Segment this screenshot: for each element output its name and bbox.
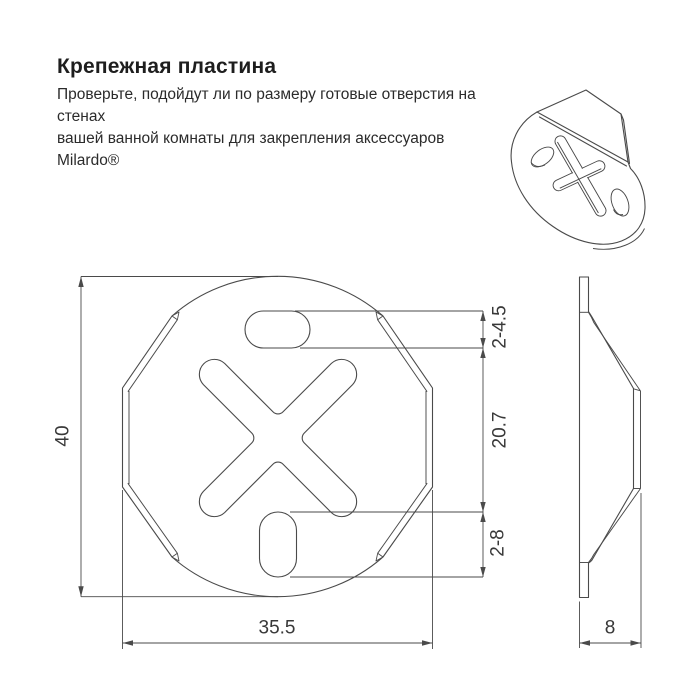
isometric-view (511, 90, 645, 249)
width-dimension-label: 35.5 (258, 617, 296, 639)
side-profile (580, 277, 589, 598)
top-slot-dimension-label: 2-4.5 (489, 305, 511, 349)
front-view (123, 276, 433, 596)
page-title: Крепежная пластина (57, 55, 277, 78)
width-dimension (123, 490, 433, 649)
slot-spacing-dimension-label: 20.7 (489, 411, 511, 449)
x-slot-cutout (199, 359, 356, 516)
height-dimension-label: 40 (52, 425, 74, 447)
depth-dimension-label: 8 (604, 617, 616, 639)
description-line-2: вашей ванной комнаты для закрепления аксессуаров Milardo® (57, 130, 445, 169)
plate-outline (123, 276, 433, 596)
side-view (580, 277, 641, 598)
bottom-oval-slot (260, 512, 297, 577)
iso-top-tab (537, 90, 628, 162)
slot-dimensions (290, 305, 511, 577)
bottom-slot-dimension-label: 2-8 (487, 529, 509, 557)
height-dimension (53, 277, 279, 597)
description-line-1: Проверьте, подойдут ли по размеру готовые отверстия на стенах (57, 86, 476, 125)
top-oval-slot (245, 311, 310, 348)
